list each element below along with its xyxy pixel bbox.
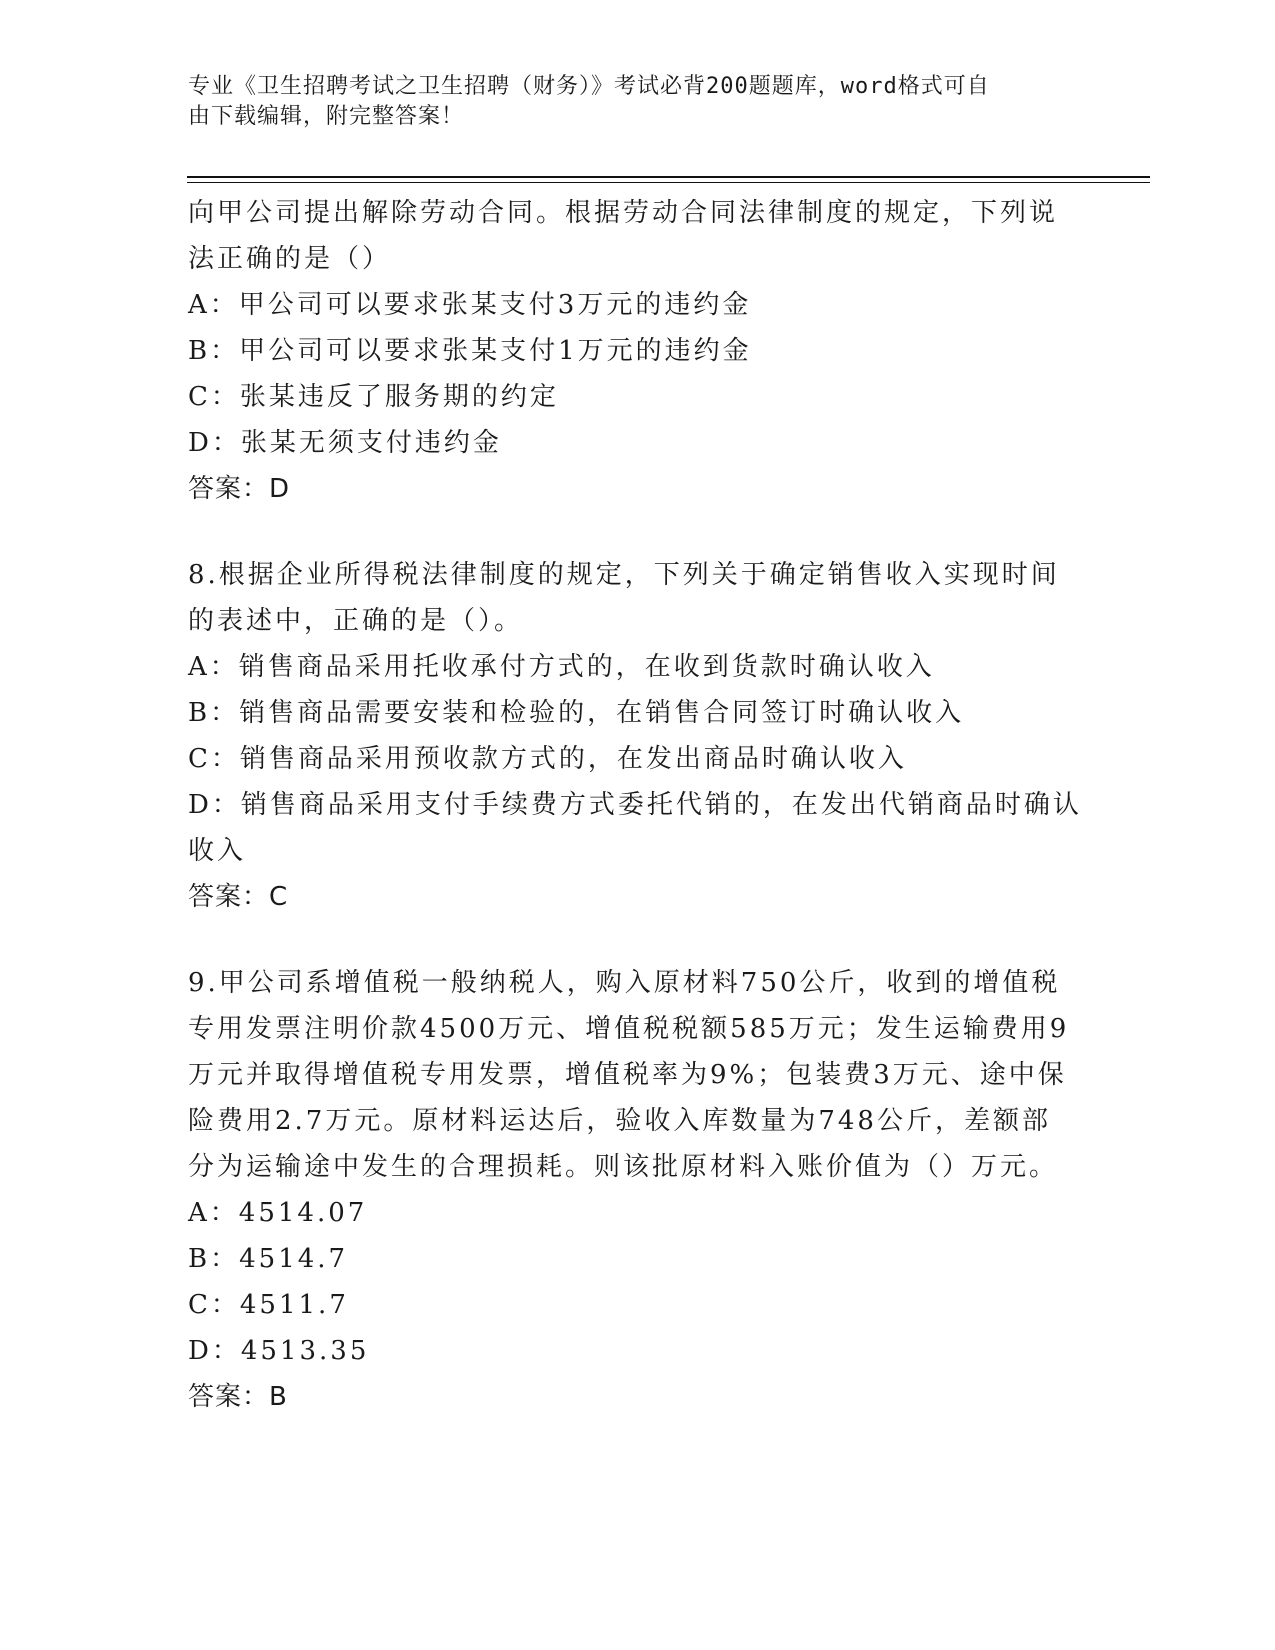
question-stem-line: 的表述中，正确的是（）。: [188, 606, 524, 636]
answer: 答案：B: [188, 1382, 288, 1412]
question-9: [188, 960, 1068, 1420]
question-stem-line: 9.甲公司系增值税一般纳税人，购入原材料750公斤，收到的增值税: [188, 968, 1061, 998]
question-list: [188, 190, 1082, 1420]
header-title-line-2: 由下载编辑，附完整答案！: [188, 104, 465, 129]
option-a: A：销售商品采用托收承付方式的，在收到货款时确认收入: [188, 652, 935, 682]
option-b: B：销售商品需要安装和检验的，在销售合同签订时确认收入: [188, 698, 965, 728]
header-title-line-1: 专业《卫生招聘考试之卫生招聘（财务）》考试必背200题题库，word格式可自: [188, 74, 990, 99]
question-stem-line: 向甲公司提出解除劳动合同。根据劳动合同法律制度的规定，下列说: [188, 198, 1059, 228]
question-stem-line: 险费用2.7万元。原材料运达后，验收入库数量为748公斤，差额部: [188, 1106, 1051, 1136]
option-b: B：4514.7: [188, 1244, 349, 1274]
question-stem-line: 8.根据企业所得税法律制度的规定，下列关于确定销售收入实现时间: [188, 560, 1060, 590]
answer: 答案：C: [188, 882, 289, 912]
header-rule-thick: [187, 176, 1150, 178]
option-d: D：4513.35: [188, 1336, 370, 1366]
question-7: [188, 190, 1068, 512]
question-spacer: [188, 512, 1068, 552]
option-c: C：张某违反了服务期的约定: [188, 382, 559, 412]
option-a: A：甲公司可以要求张某支付3万元的违约金: [188, 290, 752, 320]
question-spacer: [188, 920, 1068, 960]
document-header: [188, 72, 1068, 132]
question-stem-line: 分为运输途中发生的合理损耗。则该批原材料入账价值为（）万元。: [188, 1152, 1059, 1182]
question-stem-line: 专用发票注明价款4500万元、增值税税额585万元；发生运输费用9: [188, 1014, 1070, 1044]
option-c: C：销售商品采用预收款方式的，在发出商品时确认收入: [188, 744, 907, 774]
option-d-continuation: 收入: [188, 836, 247, 866]
option-d: D：销售商品采用支付手续费方式委托代销的，在发出代销商品时确认: [188, 790, 1082, 820]
question-stem-line: 万元并取得增值税专用发票，增值税率为9%；包装费3万元、途中保: [188, 1060, 1067, 1090]
option-d: D：张某无须支付违约金: [188, 428, 502, 458]
question-stem-line: 法正确的是（）: [188, 244, 392, 274]
option-c: C：4511.7: [188, 1290, 349, 1320]
option-a: A：4514.07: [188, 1198, 368, 1228]
header-rule-thin: [187, 182, 1150, 183]
question-8: [188, 552, 1082, 920]
option-b: B：甲公司可以要求张某支付1万元的违约金: [188, 336, 752, 366]
answer: 答案：D: [188, 474, 291, 504]
